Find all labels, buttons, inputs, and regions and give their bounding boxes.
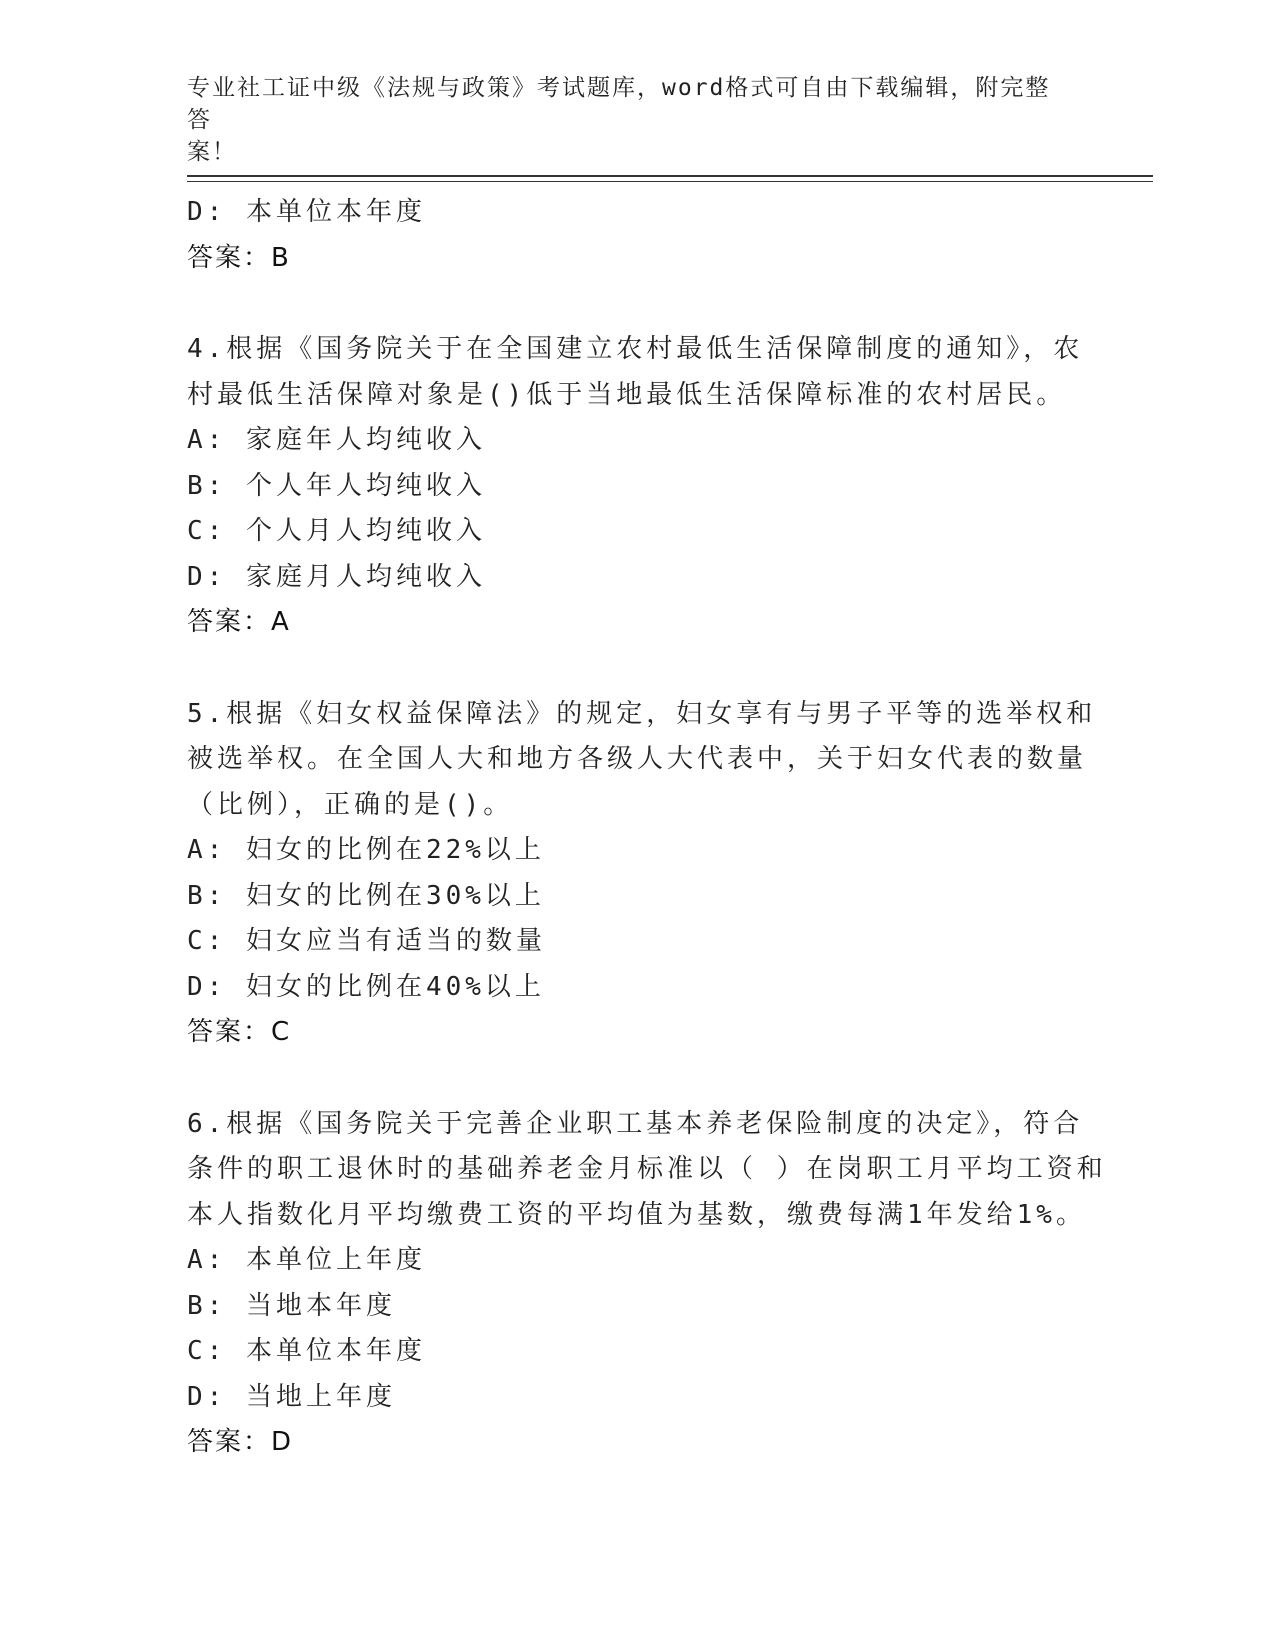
question-text-line: 被选举权。在全国人大和地方各级人大代表中，关于妇女代表的数量 xyxy=(187,744,1088,774)
question-text-line: 条件的职工退休时的基础养老金月标准以（ ）在岗职工月平均工资和 xyxy=(187,1154,1107,1184)
question-4 xyxy=(187,327,1087,646)
spacer xyxy=(187,281,1087,327)
option-c: C: 个人月人均纯收入 xyxy=(187,516,486,546)
option-b: B: 个人年人均纯收入 xyxy=(187,470,486,501)
header-title-line-2: 案！ xyxy=(187,139,237,165)
header-title-line-1: 专业社工证中级《法规与政策》考试题库，word格式可自由下载编辑，附完整答 xyxy=(187,75,1051,133)
option-d: D: 妇女的比例在40%以上 xyxy=(187,971,545,1002)
option-a: A: 本单位上年度 xyxy=(187,1245,426,1275)
spacer xyxy=(187,646,1087,692)
question-text-line: 6.根据《国务院关于完善企业职工基本养老保险制度的决定》，符合 xyxy=(187,1108,1084,1139)
answer-line: 答案：B xyxy=(187,242,291,273)
option-c: C: 妇女应当有适当的数量 xyxy=(187,926,546,956)
question-text-line: 4.根据《国务院关于在全国建立农村最低生活保障制度的通知》，农 xyxy=(187,334,1084,364)
option-d: D: 当地上年度 xyxy=(187,1381,396,1412)
option-b: B: 当地本年度 xyxy=(187,1290,396,1321)
answer-line: 答案：C xyxy=(187,1017,292,1047)
header-rule-thick xyxy=(187,175,1153,177)
option-d: D: 家庭月人均纯收入 xyxy=(187,561,486,592)
question-text-line: 村最低生活保障对象是()低于当地最低生活保障标准的农村居民。 xyxy=(187,379,1067,410)
question-text-line: （比例），正确的是()。 xyxy=(187,789,514,820)
option-b: B: 妇女的比例在30%以上 xyxy=(187,880,545,911)
question-5 xyxy=(187,692,1097,1056)
answer-line: 答案：D xyxy=(187,1427,294,1457)
answer-line: 答案：A xyxy=(187,607,291,637)
option-a: A: 家庭年人均纯收入 xyxy=(187,425,486,455)
option-d: D: 本单位本年度 xyxy=(187,197,426,227)
question-text-line: 5.根据《妇女权益保障法》的规定，妇女享有与男子平等的选举权和 xyxy=(187,698,1097,729)
question-text-line: 本人指数化月平均缴费工资的平均值为基数，缴费每满1年发给1%。 xyxy=(187,1199,1086,1230)
spacer xyxy=(187,1056,1087,1102)
header-rule-thin xyxy=(187,181,1153,182)
document-body xyxy=(187,190,1107,1466)
option-c: C: 本单位本年度 xyxy=(187,1336,426,1366)
question-6 xyxy=(187,1102,1107,1466)
option-a: A: 妇女的比例在22%以上 xyxy=(187,835,545,865)
document-header xyxy=(187,72,1067,168)
previous-question-tail xyxy=(187,190,1087,281)
